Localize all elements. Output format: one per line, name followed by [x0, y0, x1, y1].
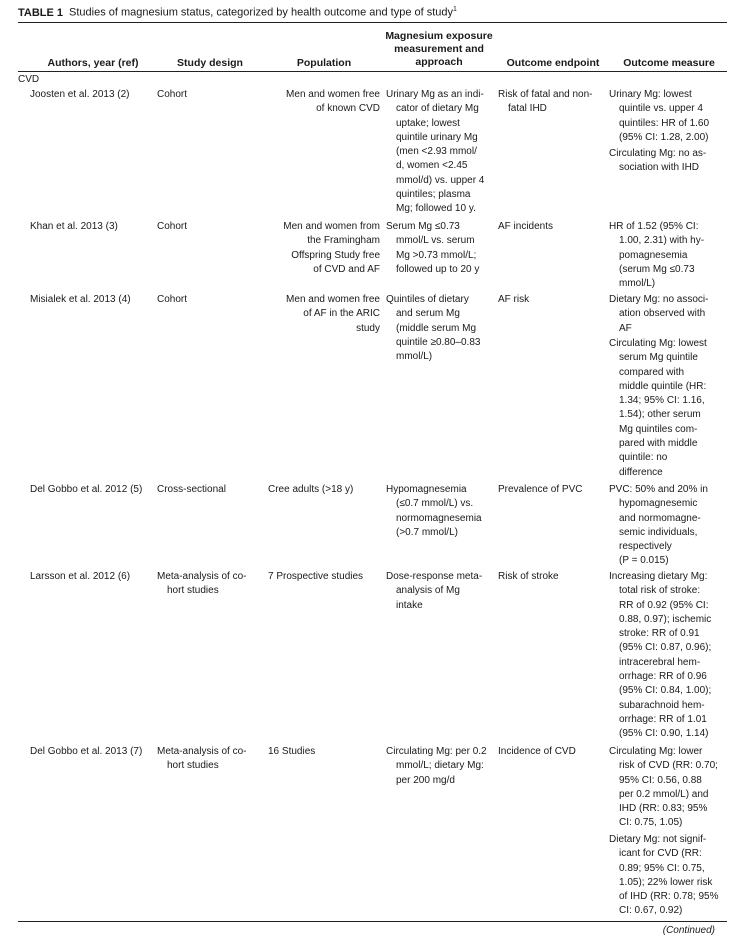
header-endpoint: Outcome endpoint — [506, 57, 600, 69]
table-label: TABLE 1 — [18, 6, 64, 19]
row-design: Cohort — [157, 221, 188, 232]
row-endpoint: Risk of fatal and non- fatal IHD — [498, 89, 593, 115]
table-title-footnote-mark: 1 — [453, 6, 457, 13]
table-title: Studies of magnesium status, categorized by health outcome and type of study — [69, 6, 454, 19]
row-population: 7 Prospective studies — [268, 571, 364, 582]
row-exposure: Dose-response meta- analysis of Mg intake — [386, 571, 483, 611]
row-population: Men and women free of AF in the ARIC study — [286, 294, 380, 334]
row-population: Men and women free of known CVD — [286, 89, 380, 115]
header-authors: Authors, year (ref) — [47, 57, 139, 69]
row-authors: Joosten et al. 2013 (2) — [30, 89, 130, 100]
row-measure: Circulating Mg: lower risk of CVD (RR: 0.70; 95% CI: 0.56, 0.88 per 0.2 mmol/L) and IHD (RR: 0.83; 95% CI: 0.75, 1.05) — [609, 746, 718, 829]
top-rule — [18, 22, 727, 23]
row-exposure: Hypomagnesemia (≤0.7 mmol/L) vs. normomagnesemia (>0.7 mmol/L) — [386, 484, 482, 538]
row-endpoint: Incidence of CVD — [498, 746, 576, 757]
row-authors: Del Gobbo et al. 2013 (7) — [30, 746, 143, 757]
header-exposure: Magnesium exposure measurement and approach — [385, 30, 493, 68]
row-exposure: Quintiles of dietary and serum Mg (middle serum Mg quintile ≥0.80–0.83 mmol/L) — [386, 294, 481, 363]
row-authors: Larsson et al. 2012 (6) — [30, 571, 131, 582]
row-design: Cohort — [157, 89, 188, 100]
row-exposure: Circulating Mg: per 0.2 mmol/L; dietary Mg: per 200 mg/d — [386, 746, 487, 786]
row-exposure: Serum Mg ≤0.73 mmol/L vs. serum Mg >0.73 mmol/L; followed up to 20 y — [386, 221, 480, 275]
header-design: Study design — [177, 57, 243, 69]
continued-note: (Continued) — [662, 925, 715, 936]
header-population: Population — [296, 57, 352, 69]
bottom-rule — [18, 921, 727, 922]
row-measure: Circulating Mg: lowest serum Mg quintile compared with middle quintile (HR: 1.34; 95% CI: 1.16, 1.54); other serum Mg quintiles com- pared with middle quintile: no difference — [609, 338, 707, 478]
table-caption — [18, 6, 457, 19]
header-measure: Outcome measure — [623, 57, 715, 69]
row-population: 16 Studies — [268, 746, 316, 757]
row-design: Meta-analysis of co- hort studies — [157, 571, 247, 597]
row-measure: Urinary Mg: lowest quintile vs. upper 4 quintiles: HR of 1.60 (95% CI: 1.28, 2.00) — [609, 89, 710, 143]
row-measure: Circulating Mg: no as- sociation with IHD — [609, 148, 707, 174]
row-design: Cohort — [157, 294, 188, 305]
header-rule — [18, 71, 727, 72]
row-endpoint: AF risk — [498, 294, 530, 305]
row-measure: Increasing dietary Mg: total risk of stroke: RR of 0.92 (95% CI: 0.88, 0.97); ischemic stroke: RR of 0.91 (95% CI: 0.87, 0.96); intracerebral hem- orrhage: RR of 0.96 (95% CI: 0.84, 1.00); subarachnoid hem- orrhage: RR of 1.01 (95% CI: 0.90, 1.14) — [609, 571, 712, 740]
row-measure: HR of 1.52 (95% CI: 1.00, 2.31) with hy- pomagnesemia (serum Mg ≤0.73 mmol/L) — [609, 221, 705, 290]
row-population: Cree adults (>18 y) — [268, 484, 354, 495]
row-measure: Dietary Mg: not signif- icant for CVD (RR: 0.89; 95% CI: 0.75, 1.05); 22% lower risk of IHD (RR: 0.78; 95% CI: 0.67, 0.92) — [609, 834, 719, 917]
row-authors: Del Gobbo et al. 2012 (5) — [30, 484, 143, 495]
row-population: Men and women from the Framingham Offspring Study free of CVD and AF — [283, 221, 380, 275]
section-label-cvd: CVD — [18, 74, 40, 85]
row-endpoint: Risk of stroke — [498, 571, 559, 582]
row-exposure: Urinary Mg as an indi- cator of dietary Mg uptake; lowest quintile urinary Mg (men <2.93 mmol/ d, women <2.45 mmol/d) vs. upper 4 quintiles; plasma Mg; followed 10 y. — [386, 89, 485, 215]
row-endpoint: Prevalence of PVC — [498, 484, 583, 495]
row-design: Meta-analysis of co- hort studies — [157, 746, 247, 772]
row-authors: Khan et al. 2013 (3) — [30, 221, 118, 232]
row-authors: Misialek et al. 2013 (4) — [30, 294, 131, 305]
row-endpoint: AF incidents — [498, 221, 554, 232]
row-measure: PVC: 50% and 20% in hypomagnesemic and normomagne- semic individuals, respectively (P = 0.015) — [609, 484, 708, 567]
row-design: Cross-sectional — [157, 484, 226, 495]
row-measure: Dietary Mg: no associ- ation observed with AF — [609, 294, 709, 334]
